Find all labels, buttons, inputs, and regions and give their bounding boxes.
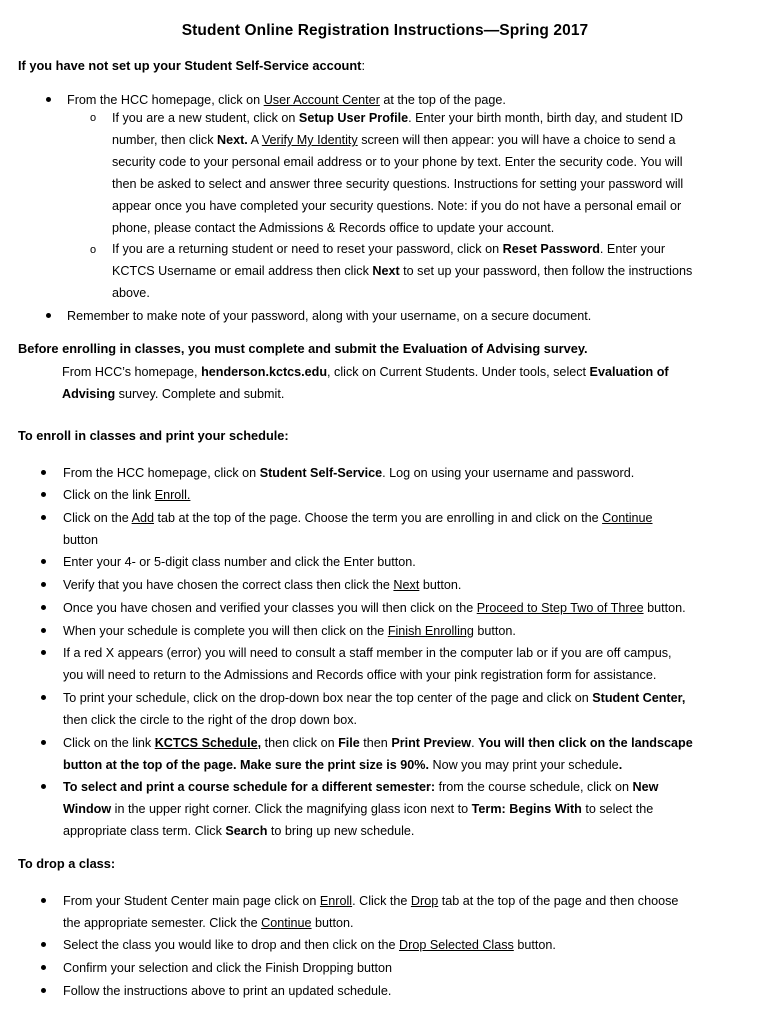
text-line: Remember to make note of your password, along with your username, on a secure document.	[67, 309, 592, 323]
text: button.	[419, 578, 462, 592]
paragraph	[62, 361, 669, 405]
heading-text: If you have not set up your Student Self-Service account	[18, 58, 362, 73]
sub-list-item	[112, 238, 692, 304]
bold-text: You will then click on the landscape	[478, 736, 693, 750]
list-item	[63, 597, 686, 619]
bold-text: Setup User Profile	[298, 111, 409, 125]
kctcs-schedule-link[interactable]: KCTCS Schedule,	[154, 736, 262, 750]
bold-text: .	[618, 758, 623, 772]
bullet-dot	[46, 313, 51, 318]
bullet-dot	[41, 559, 46, 564]
bold-text: Search	[225, 824, 268, 838]
text: .	[471, 736, 479, 750]
text: From the HCC homepage, click on	[67, 93, 264, 107]
bold-text: Student Center,	[592, 691, 686, 705]
text: , click on Current Students. Under tools, select	[327, 365, 590, 379]
enroll-link[interactable]: Enroll	[319, 894, 353, 908]
text: . Enter your	[599, 242, 666, 256]
bullet-dot	[41, 628, 46, 633]
enroll-link[interactable]: Enroll.	[154, 488, 191, 502]
verify-identity-link[interactable]: Verify My Identity	[261, 133, 358, 147]
text: Verify that you have chosen the correct class then click the	[63, 578, 394, 592]
text: If you are a new student, click on	[112, 111, 299, 125]
next-link[interactable]: Next	[393, 578, 420, 592]
bold-text: Student Self-Service	[259, 466, 383, 480]
sub-list-item	[112, 107, 683, 239]
text: tab at the top of the page. Choose the term you are enrolling in and click on the	[154, 511, 603, 525]
text: From your Student Center main page click on	[63, 894, 320, 908]
text: To print your schedule, click on the drop-down box near the top center of the page and click on	[63, 691, 593, 705]
add-tab-link[interactable]: Add	[131, 511, 155, 525]
section-heading-enroll: To enroll in classes and print your schedule:	[18, 428, 289, 443]
proceed-step-two-link[interactable]: Proceed to Step Two of Three	[476, 601, 644, 615]
text: . Enter your birth month, birth day, and student ID	[408, 111, 683, 125]
list-item	[63, 642, 672, 686]
section-heading-drop: To drop a class:	[18, 856, 116, 871]
list-item	[63, 462, 634, 484]
text: survey. Complete and submit.	[115, 387, 285, 401]
text: Once you have chosen and verified your classes you will then click on the	[63, 601, 477, 615]
bullet-dot	[41, 965, 46, 970]
bold-text: File	[338, 736, 360, 750]
text: at the top of the page.	[379, 93, 506, 107]
text-line: Enter your 4- or 5-digit class number and click the Enter button.	[63, 555, 416, 569]
text: . Log on using your username and password.	[382, 466, 635, 480]
bold-text: Reset Password	[502, 242, 600, 256]
text-line: above.	[112, 286, 150, 300]
bullet-dot	[41, 470, 46, 475]
section-heading-account	[18, 58, 365, 73]
text: button.	[473, 624, 516, 638]
heading-colon: :	[361, 58, 366, 73]
continue-link[interactable]: Continue	[261, 916, 312, 930]
text: tab at the top of the page and then choose	[438, 894, 679, 908]
bullet-dot	[41, 898, 46, 903]
bold-text: To select and print a course schedule for a different semester:	[63, 780, 436, 794]
list-item	[63, 507, 653, 551]
bullet-dot	[41, 515, 46, 520]
list-item	[63, 890, 678, 934]
text-line: you will need to return to the Admissions and Records office with your pink registration form for assistance.	[63, 668, 657, 682]
text: KCTCS Username or email address then click	[112, 264, 373, 278]
sub-bullet-marker: o	[90, 244, 97, 256]
list-item	[63, 957, 392, 979]
bold-text: Next	[372, 264, 400, 278]
text: . Click the	[352, 894, 411, 908]
text: Click on the link	[63, 488, 155, 502]
bullet-dot	[41, 605, 46, 610]
text-line: phone, please contact the Admissions & Records office to update your account.	[112, 221, 555, 235]
text: then	[359, 736, 392, 750]
text: From the HCC homepage, click on	[63, 466, 260, 480]
text-line: If a red X appears (error) you will need to consult a staff member in the computer lab or if you are off campus,	[63, 646, 672, 660]
bullet-dot	[41, 784, 46, 789]
list-item	[67, 305, 591, 327]
text: button.	[643, 601, 686, 615]
list-item	[63, 934, 556, 956]
list-item	[63, 732, 693, 776]
text: then click on	[261, 736, 339, 750]
bullet-dot	[41, 942, 46, 947]
bullet-dot	[41, 988, 46, 993]
finish-enrolling-link[interactable]: Finish Enrolling	[387, 624, 474, 638]
text-line: appear once you have completed your security questions. Note: if you do not have a personal email or	[112, 199, 682, 213]
list-item	[63, 484, 190, 506]
bullet-dot	[41, 695, 46, 700]
bullet-dot	[41, 492, 46, 497]
text: Select the class you would like to drop and then click on the	[63, 938, 400, 952]
text: number, then click	[112, 133, 217, 147]
section-heading-advising: Before enrolling in classes, you must complete and submit the Evaluation of Advising survey.	[18, 341, 588, 356]
bold-text: button at the top of the page. Make sure the print size is 90%.	[63, 758, 429, 772]
text: in the upper right corner. Click the magnifying glass icon next to	[111, 802, 472, 816]
text-line: then click the circle to the right of the drop down box.	[63, 713, 358, 727]
list-item	[63, 620, 516, 642]
drop-selected-class-link[interactable]: Drop Selected Class	[399, 938, 514, 952]
text: to set up your password, then follow the instructions	[399, 264, 693, 278]
text: When your schedule is complete you will then click on the	[63, 624, 388, 638]
text: to bring up new schedule.	[267, 824, 415, 838]
text: Click on the link	[63, 736, 155, 750]
list-item	[63, 551, 416, 573]
text-line: Confirm your selection and click the Finish Dropping button	[63, 961, 392, 975]
text-line: Follow the instructions above to print an updated schedule.	[63, 984, 392, 998]
text: Now you may print your schedule	[428, 758, 619, 772]
text: Click on the	[63, 511, 132, 525]
user-account-center-link[interactable]: User Account Center	[263, 93, 380, 107]
bold-text: Print Preview	[391, 736, 472, 750]
bold-text: Window	[63, 802, 112, 816]
bullet-dot	[41, 740, 46, 745]
bold-text: Evaluation of	[589, 365, 669, 379]
text-line: button	[63, 533, 99, 547]
list-item	[63, 980, 391, 1002]
text: from the course schedule, click on	[435, 780, 633, 794]
text: button.	[513, 938, 556, 952]
bold-text: Next.	[217, 133, 248, 147]
sub-bullet-marker: o	[90, 112, 97, 124]
bold-text: henderson.kctcs.edu	[201, 365, 328, 379]
continue-link[interactable]: Continue	[602, 511, 653, 525]
text: the appropriate semester. Click the	[63, 916, 262, 930]
bold-text: Term: Begins With	[471, 802, 582, 816]
text: appropriate class term. Click	[63, 824, 226, 838]
list-item	[63, 687, 685, 731]
text: to select the	[581, 802, 654, 816]
bullet-dot	[41, 582, 46, 587]
list-item	[63, 776, 658, 842]
text: button.	[311, 916, 354, 930]
bold-text: Advising	[62, 387, 116, 401]
page-title: Student Online Registration Instructions—Spring 2017	[181, 22, 589, 39]
bold-text: New	[632, 780, 659, 794]
text-line: security code to your personal email address or to your phone by text. Enter the security code. You will	[112, 155, 683, 169]
text: From HCC’s homepage,	[62, 365, 202, 379]
bullet-dot	[41, 650, 46, 655]
drop-tab-link[interactable]: Drop	[410, 894, 439, 908]
list-item	[63, 574, 461, 596]
bullet-dot	[46, 97, 51, 102]
text: A	[247, 133, 262, 147]
text: If you are a returning student or need to reset your password, click on	[112, 242, 503, 256]
text-line: then be asked to select and answer three security questions. Instructions for setting your password will	[112, 177, 684, 191]
text: screen will then appear: you will have a choice to send a	[357, 133, 676, 147]
